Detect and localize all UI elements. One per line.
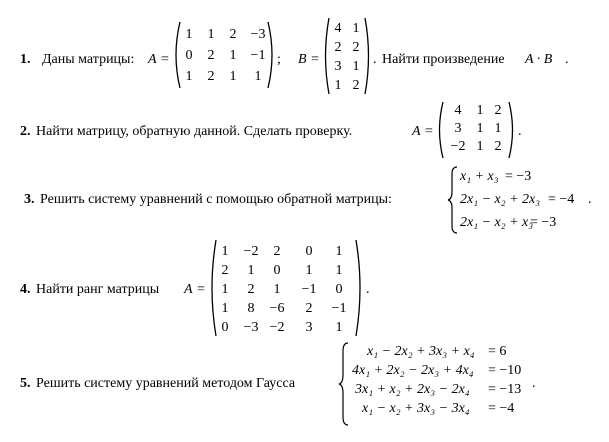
problem-1-end-period: . — [565, 52, 569, 67]
matrix-cell: 2 — [207, 48, 215, 63]
problem-4-number: 4. — [20, 282, 31, 297]
matrix-cell: −1 — [331, 301, 347, 316]
equation-lhs: 3x₁ + x₂ + 2x₃ − 2x₄ — [355, 382, 470, 397]
matrix-cell: 1 — [335, 263, 343, 278]
problem-1-matrix-B-name: B — [298, 52, 307, 67]
problem-4-matrix-A-name: A — [184, 282, 193, 297]
equation-rhs: = −13 — [488, 382, 522, 397]
problem-5-text: Решить систему уравнений методом Гаусса — [36, 376, 296, 391]
equation-lhs: 2x₁ − x₂ + x₃ — [460, 215, 534, 230]
matrix-cell: 1 — [476, 139, 484, 154]
equation-lhs: 2x₁ − x₂ + 2x₃ — [460, 192, 541, 207]
matrix-cell: 1 — [494, 121, 502, 136]
problem-2-matrix-A-name: A — [412, 124, 421, 139]
equation-lhs: x₁ − 2x₂ + 3x₃ + x₄ — [367, 344, 475, 359]
problem-1-matrix-A — [172, 20, 276, 90]
equation-rhs: = −10 — [488, 363, 522, 378]
matrix-cell: 1 — [335, 244, 343, 259]
equation-rhs: = 6 — [488, 344, 507, 359]
matrix-cell: 3 — [454, 121, 462, 136]
matrix-cell: 1 — [207, 27, 215, 42]
matrix-cell: 2 — [494, 139, 502, 154]
matrix-cell: 2 — [247, 282, 255, 297]
matrix-cell: 1 — [247, 263, 255, 278]
problem-3-number: 3. — [24, 192, 35, 207]
matrix-cell: 4 — [334, 21, 342, 36]
equation-rhs: = −3 — [505, 169, 532, 184]
problem-5-number: 5. — [20, 376, 31, 391]
matrix-cell: 2 — [273, 244, 281, 259]
matrix-cell: 1 — [221, 301, 229, 316]
matrix-cell: 1 — [352, 59, 360, 74]
problem-4-eq: = — [197, 282, 205, 297]
matrix-cell: 2 — [207, 69, 215, 84]
matrix-cell: 2 — [229, 27, 237, 42]
system-brace — [447, 166, 459, 234]
matrix-cell: 3 — [334, 59, 342, 74]
problem-5-period: . — [532, 376, 536, 391]
problem-2-period: . — [518, 124, 522, 139]
equation-lhs: x₁ + x₃ — [460, 169, 499, 184]
matrix-cell: 3 — [305, 320, 313, 335]
problem-3-period: . — [588, 192, 592, 207]
matrix-cell: 2 — [305, 301, 313, 316]
matrix-cell: −1 — [301, 282, 317, 297]
matrix-cell: 1 — [185, 27, 193, 42]
equation-lhs: x₁ − x₂ + 3x₃ − 3x₄ — [362, 401, 470, 416]
matrix-cell: 1 — [335, 320, 343, 335]
equation-rhs: = −3 — [530, 215, 557, 230]
problem-1-number: 1. — [20, 52, 31, 67]
matrix-cell: 1 — [273, 282, 281, 297]
matrix-cell: 4 — [454, 103, 462, 118]
problem-2-text: Найти матрицу, обратную данной. Сделать проверку. — [36, 124, 353, 139]
matrix-cell: −1 — [250, 48, 266, 63]
system-brace — [338, 342, 350, 426]
matrix-cell: −3 — [250, 27, 266, 42]
matrix-cell: 1 — [352, 21, 360, 36]
matrix-cell: 1 — [254, 69, 262, 84]
matrix-cell: 2 — [352, 40, 360, 55]
matrix-cell: 2 — [334, 40, 342, 55]
matrix-cell: 2 — [352, 78, 360, 93]
matrix-cell: 1 — [334, 78, 342, 93]
matrix-cell: 1 — [476, 121, 484, 136]
matrix-cell: 1 — [229, 48, 237, 63]
matrix-cell: 0 — [221, 320, 229, 335]
matrix-cell: −3 — [243, 320, 259, 335]
matrix-cell: 1 — [229, 69, 237, 84]
problem-2-eq: = — [425, 124, 433, 139]
matrix-cell: 1 — [185, 69, 193, 84]
problem-1-matrix-B — [322, 16, 372, 96]
matrix-cell: 0 — [185, 48, 193, 63]
matrix-cell: −2 — [243, 244, 259, 259]
problem-4-period: . — [366, 282, 370, 297]
problem-1-product: A · B — [525, 52, 553, 67]
problem-1-eq-B: = — [311, 52, 319, 67]
problem-1-text: Даны матрицы: — [42, 52, 135, 67]
problem-1-period: . — [373, 52, 377, 67]
matrix-cell: 1 — [305, 263, 313, 278]
equation-rhs: = −4 — [548, 192, 575, 207]
matrix-cell: 2 — [494, 103, 502, 118]
matrix-cell: 8 — [247, 301, 255, 316]
matrix-cell: −2 — [269, 320, 285, 335]
equation-lhs: 4x₁ + 2x₂ − 2x₃ + 4x₄ — [352, 363, 474, 378]
problem-1-matrix-A-name: A — [148, 52, 157, 67]
problem-4-text: Найти ранг матрицы — [36, 282, 160, 297]
matrix-cell: 1 — [476, 103, 484, 118]
problem-1-tail-text: Найти произведение — [382, 52, 505, 67]
matrix-cell: 0 — [273, 263, 281, 278]
problem-1-semicolon: ; — [277, 52, 281, 67]
problem-4-matrix-A — [208, 238, 364, 338]
equation-rhs: = −4 — [488, 401, 515, 416]
matrix-cell: −2 — [450, 139, 466, 154]
matrix-cell: −6 — [269, 301, 285, 316]
matrix-cell: 1 — [221, 244, 229, 259]
matrix-cell: 0 — [335, 282, 343, 297]
matrix-cell: 0 — [305, 244, 313, 259]
problem-1-eq-A: = — [161, 52, 169, 67]
problem-3-text: Решить систему уравнений с помощью обратной матрицы: — [40, 192, 392, 207]
problem-2-number: 2. — [20, 124, 31, 139]
matrix-cell: 2 — [221, 263, 229, 278]
problem-2-matrix-A — [436, 100, 516, 160]
matrix-cell: 1 — [221, 282, 229, 297]
